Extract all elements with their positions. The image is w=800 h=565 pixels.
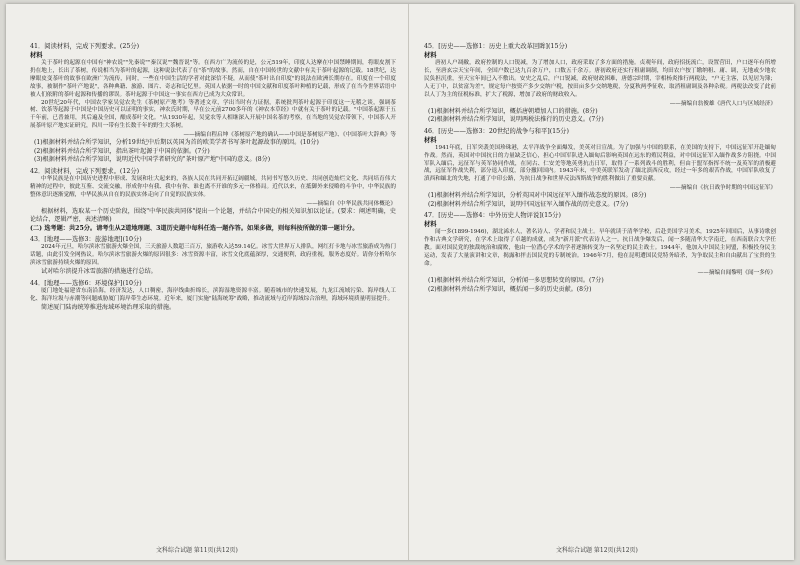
q41-source: ——摘编自程启坤《茶树原产地的确认——中国是茶树原产地》、《中国茶叶大辞典》等 <box>183 132 396 139</box>
q43-material-para: 2024年元旦，哈尔滨冰雪旅游火爆全国，三天旅游人数超三百万，旅游收入达59.14亿。冰雪大世界万人排队，网红打卡地与冰雪旅游成为热门话题，由此引发全网热议。哈尔滨冰雪旅游火爆的原因很多：冰雪资源丰富，冰雪文化底蕴深厚，交通便利，政府重视，服务态度好。请你分析哈尔滨冰雪旅游持续火爆的原因。 <box>30 244 396 267</box>
q46-sub-1: (1)根据材料并结合所学知识，分析英国对中国远征军入缅作战态度的原因。(8分) <box>428 192 647 200</box>
q44-material-para: 厦门地处福建省东南沿海，经济发达，人口稠密，海岸线曲折绵长，滨海湿地资源丰富。随着城市的快速发展，九龙江流域污染、海岸线人工化、海洋垃圾与赤潮等问题威胁厦门海岸带生态环境。近年来，厦门实施"陆海统筹"战略，推动流域与近岸海域综合治理，海域环境质量明显提升。 <box>30 287 396 302</box>
q42-material-para: 中华民族是在中国历史进程中形成、发展和壮大起来的，各族人民在共同开拓辽阔疆域，共同书写悠久历史、共同创造灿烂文化、共同培育伟大精神的过程中，彼此互鉴、交流交融，形成你中有我、我中有你、谁也离不开谁的多元一体格局。近代以来，在抵御外来侵略的斗争中，中华民族的整体意识逐渐觉醒，中华民族从自在的民族实体走向了自觉的民族实体。 <box>30 175 396 198</box>
q43-prompt: 试对哈尔滨提升冰雪旅游的措施进行总结。 <box>41 268 157 276</box>
q41-header: 41．阅读材料，完成下列要求。(25分) <box>30 43 140 50</box>
exam-sheet <box>6 4 794 560</box>
q45-sub-2: (2)根据材料并结合所学知识，说明两税法推行的历史意义。(7分) <box>428 116 604 124</box>
q47-material-para: 闻一多(1899-1946)，湖北浠水人，著名诗人、学者和民主战士。早年就读于清华学校，后赴美国学习美术，1925年回国后，从事诗歌创作和古典文学研究，在学术上取得了卓越的成就，成为"新月派"代表诗人之一。抗日战争爆发后，闻一多随清华大学南迁，在西南联合大学任教。面对国民党的独裁统治和腐败，他由一位潜心学术的学者逐渐转变为一名坚定的民主战士。1944年，他加入中国民主同盟，积极投身民主运动，发表了大量演讲和文章，揭露和抨击国民党的专制统治。1946年7月，他在昆明遭国民党特务暗杀，为争取民主和自由献出了宝贵的生命。 <box>424 229 776 268</box>
material-label: 材料 <box>424 221 437 229</box>
q45-sub-1: (1)根据材料并结合所学知识，概括唐朝增加人口的措施。(8分) <box>428 107 598 115</box>
q47-sub-1: (1)根据材料并结合所学知识，分析闻一多思想转变的原因。(7分) <box>428 276 604 284</box>
page-fold-divider <box>408 4 409 560</box>
page-11 <box>30 40 396 542</box>
q45-material-para: 唐初人户凋敝，政府控制的人口锐减，为了增加人口，政府采取了多方面的措施。贞观年间，政府招抚流亡，设置营田，户口逐年有所增长，至唐玄宗天宝年间，全国户数已达九百余万户，口数五千余万。唐初政府还实行租庸调制，均田农户按丁缴纳租、庸、调，无地或少地农民负担沉重，至天宝年间已入不敷出。安史之乱后，户口锐减，政府财政困难，唐德宗时期，宰相杨炎推行两税法，"户无主客，以见居为簿；人无丁中，以贫富为差"，规定每户按资产多少交纳户税，按田亩多少交纳地税，分夏秋两季征收，取消租庸调及各种杂税。两税法改变了此前以人丁为主的征税标准，扩大了税源，增加了政府的财政收入。 <box>424 60 776 98</box>
q46-source: ——摘编自《抗日战争时期的中国远征军》 <box>669 185 776 192</box>
q47-sub-2: (2)根据材料并结合所学知识，概括闻一多的历史贡献。(8分) <box>428 285 592 293</box>
q41-sub-2: (2)根据材料并结合所学知识，指出茶叶起源于中国的依据。(7分) <box>34 147 210 155</box>
q41-sub-3: (3)根据材料并结合所学知识，说明近代中国学者研究的"茶叶原产地"中国的意义。(8分) <box>34 156 271 164</box>
q41-material-para-1: 关于茶叶的起源在中国有"神农说""先秦说""秦汉说""魏晋说"等。在西方广为流传的是，公元519年，印度人达摩在中国禁睡期间，将眼皮割下扔在地上，长出了茶树，传说相当为茶叶的起源，这种说法代表了在"茶"的故事。然而，自在中国传世的文献中有关于茶叶起源的记载。18世纪，达摩眼皮变茶叶的故事在欧洲广为流传，同时，一些在中国生活的学者对此深信不疑，从而使"茶叶出自印度"的说法在欧洲长期存在。印度在一个印度故事，被制作"茶叶产地说"，各种典籍、旅游、图片、奇志和记忆里。英国人依据一时的中国文献和印度茶叶种植的记载，形成了在当今世界话语中被人们依附的茶叶起源和传播的谬误。茶叶起源于中国这一事实在西方已成为大众常识。 <box>30 60 396 98</box>
q42-source: ——摘编自《中华民族共同体概论》 <box>306 200 396 207</box>
q46-material-para: 1941年底，日军突袭美国珍珠港，太平洋战争全面爆发，美英对日宣战。为了加强与中国的联系，在美国的支持下，中国远征军开赴缅甸作战。然而，英国对中国抗日的力量缺乏信心，担心中国军队进入缅甸后影响英国在远东的殖民利益，对中国远征军入缅作战多方阻挠。中国军队入缅后，远征军与英军协同作战，在同古、仁安羌等地英勇抗击日军，取得了一系列战斗的胜利，但由于盟军指挥不统一及英军的消极避战，远征军作战失利，部分退入印度，部分撤回国内。1943年末，中美英联军发动了缅北滇西反攻，经过一年多的艰苦作战，中国军队收复了滇西和缅北的失地，打通了中印公路，为抗日战争和世界反法西斯战争的胜利做出了重要贡献。 <box>424 144 776 183</box>
q44-prompt: 简述厦门陆海统筹推进海域环境治理采取的措施。 <box>41 303 176 311</box>
q41-material-para-2: 20世纪20年代，中国农学家吴觉农先生《茶树原产地考》等著述文章，学出当时有力证据，系统批判茶叶起源于印度这一无稽之谈，强调茶树、饮茶等起源于中国是中国历史可以证明的事实，神农氏时期，早在公元前2700多年的《神农本草经》中就有关于茶叶的记载。"中国茶起源于五千年前，已普兼用，其后遍及全国，酿成茶叶文化。"从1930年起，吴觉农等人相继深入开展中国名茶的考察，在当地的吴觉农带领下，中国茶人开展茶叶原产地实证研究，四川一带有生长数千年的野生大茶树。 <box>30 99 396 130</box>
q47-source: ——摘编自闻黎明《闻一多传》 <box>697 269 776 276</box>
q45-header: 45．[历史——选修1：历史上重大改革回眸](15分) <box>424 43 568 50</box>
q43-header: 43．[地理——选修3：旅游地理](10分) <box>30 236 142 244</box>
material-label: 材料 <box>30 52 43 59</box>
material-label: 材料 <box>424 52 437 59</box>
q46-header: 46．[历史——选修3：20世纪的战争与和平](15分) <box>424 127 569 135</box>
q45-source: ——摘编自翁俊雄《唐代人口与区域经济》 <box>669 100 776 107</box>
page-12 <box>424 40 776 542</box>
elective-notice: (二) 选考题：共25分。请考生从2道地理题、3道历史题中每科任选一题作答。如果多做，则每科按所做的第一题计分。 <box>30 224 359 232</box>
q47-header: 47．[历史——选修4：中外历史人物评说](15分) <box>424 212 561 220</box>
material-label: 材料 <box>424 136 437 144</box>
page-11-footer: 文科综合试题 第11页(共12页) <box>156 547 238 554</box>
q46-sub-2: (2)根据材料并结合所学知识，说明中国远征军入缅作战的历史意义。(7分) <box>428 200 629 208</box>
q42-prompt: 根据材料，选取某一个历史阶段，围绕"中华民族共同体"提出一个论题，并结合中国史的相关知识加以论证。(要求：阐述明确，史论结合，逻辑严密，表述清晰) <box>30 207 396 224</box>
q44-header: 44．[地理——选修6：环境保护](10分) <box>30 279 142 287</box>
q42-header: 42．阅读材料，完成下列要求。(12分) <box>30 167 140 175</box>
q41-sub-1: (1)根据材料并结合所学知识，分析19世纪中后期以英国为首的欧美学者书写茶叶起源故事的原因。(10分) <box>34 139 319 147</box>
page-12-footer: 文科综合试题 第12页(共12页) <box>556 547 638 554</box>
